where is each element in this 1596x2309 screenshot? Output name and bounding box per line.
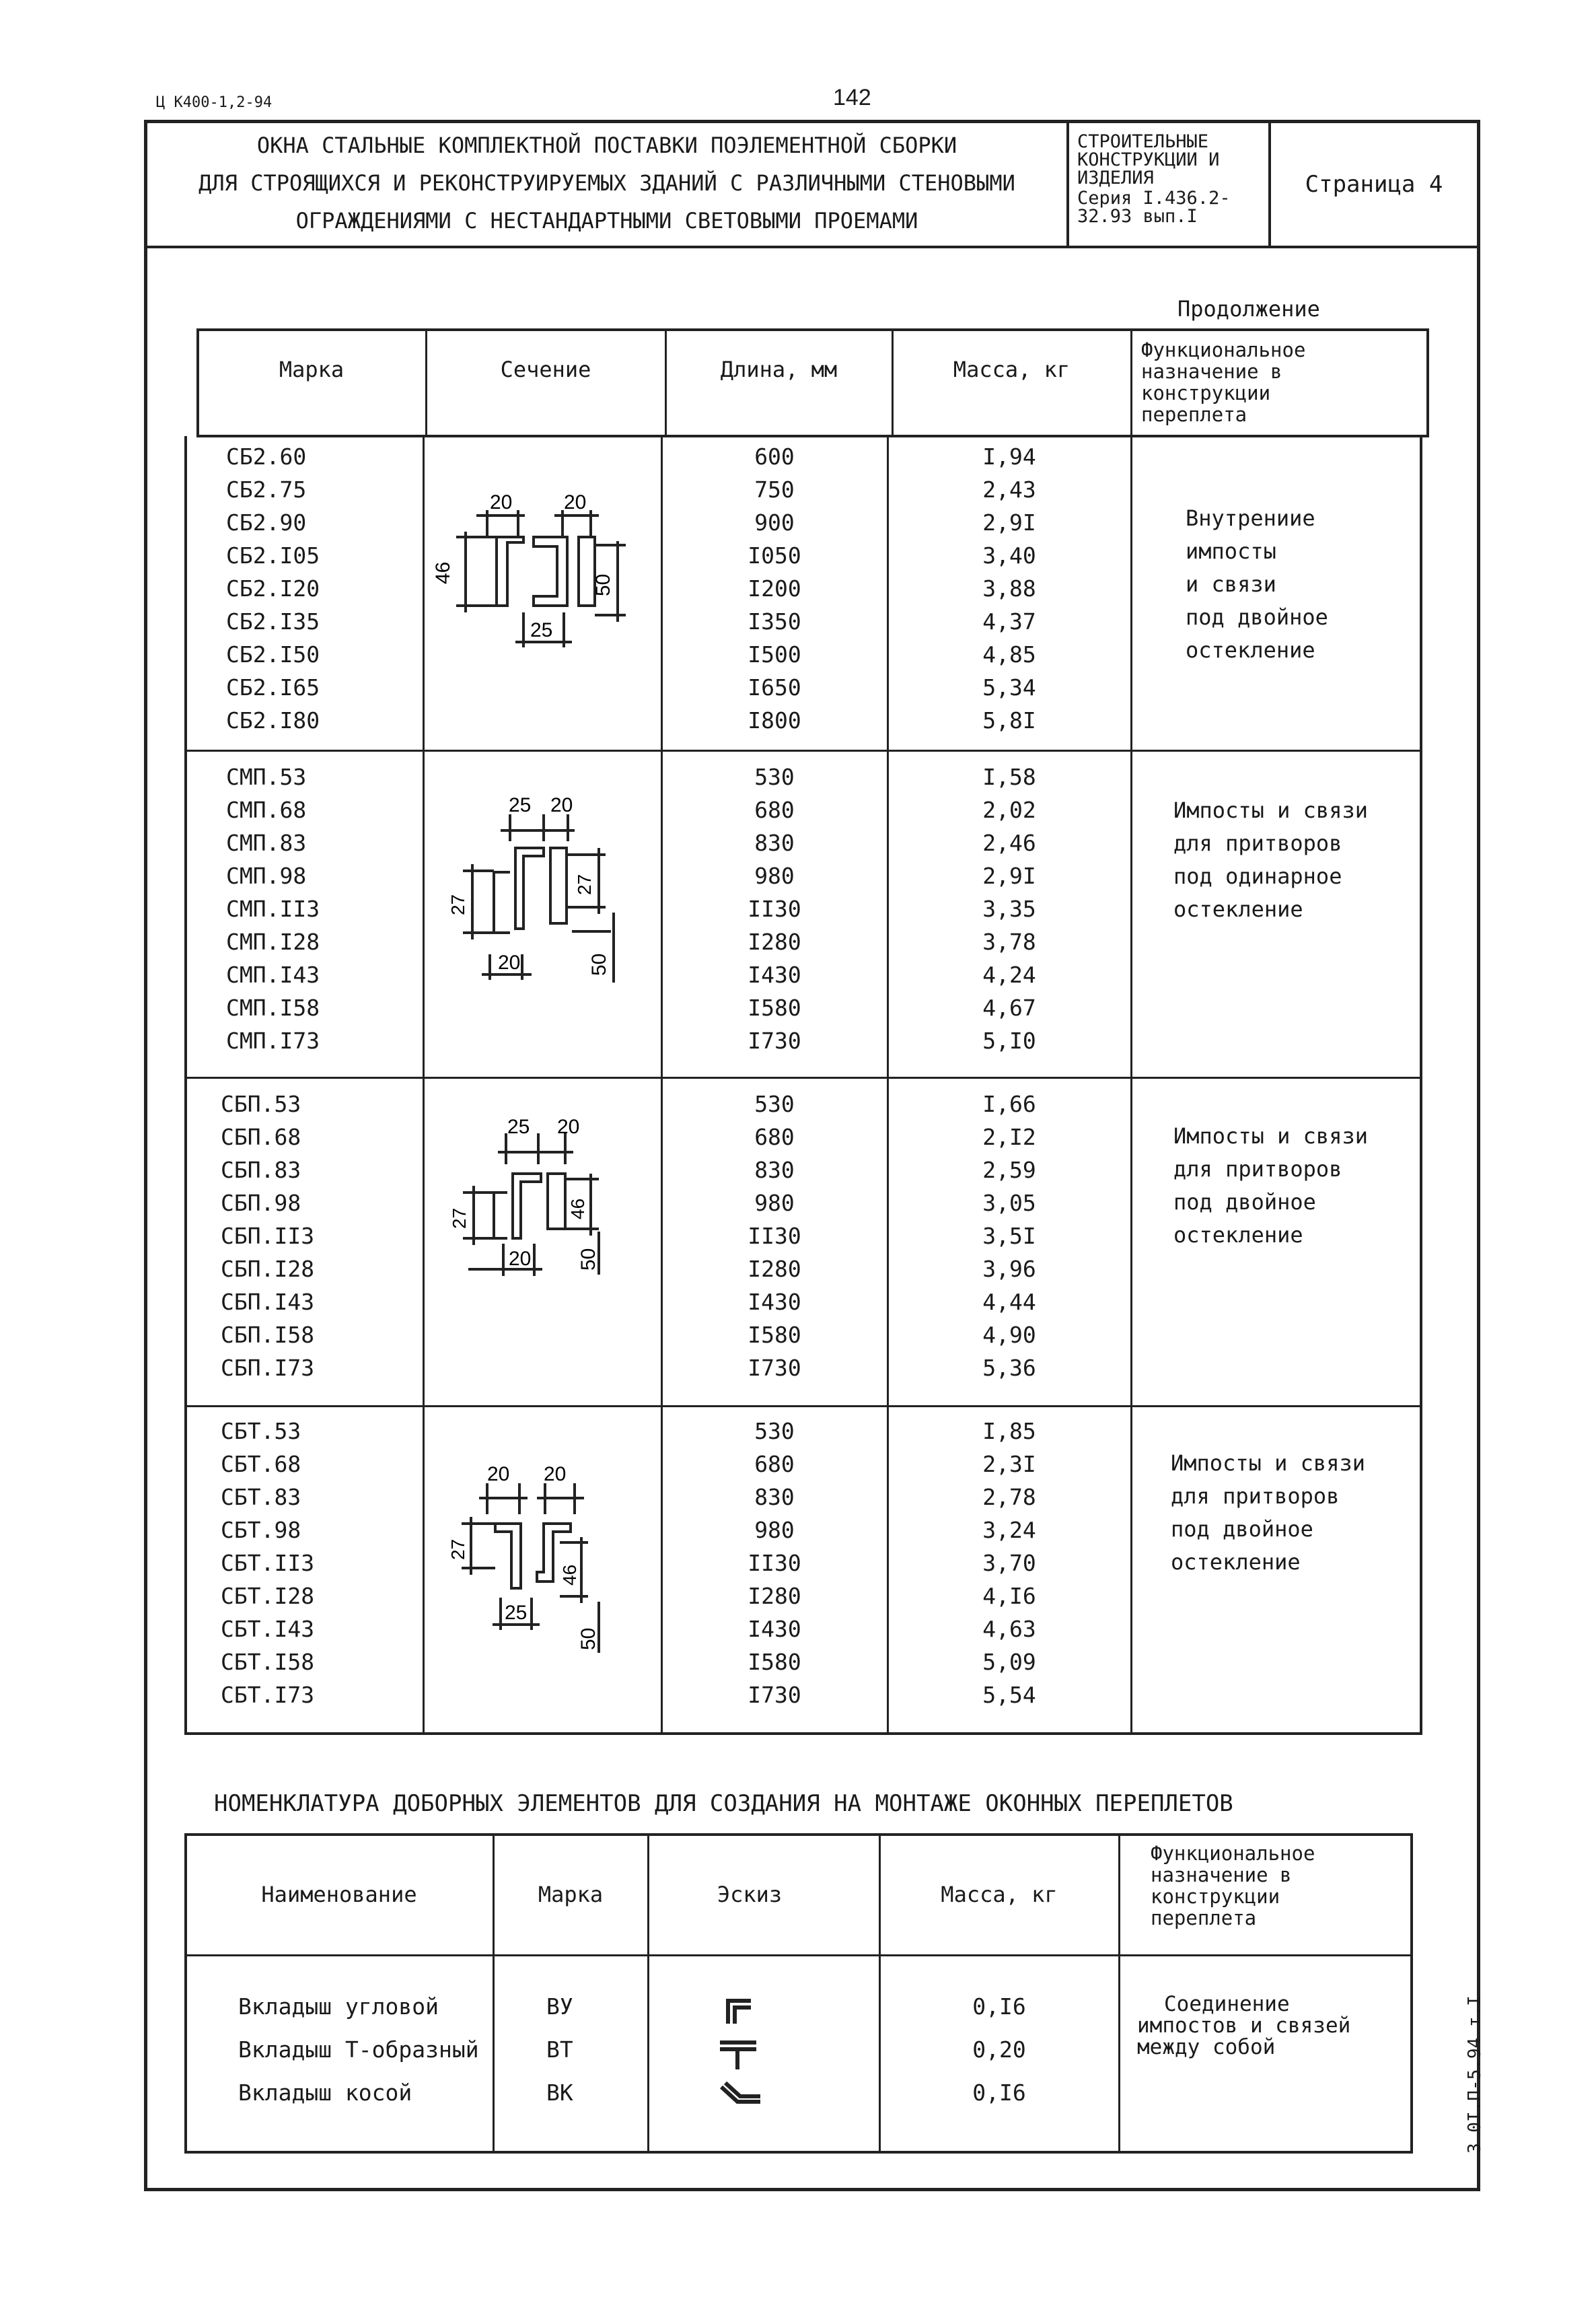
function-line: под двойное: [1173, 1189, 1316, 1215]
continuation-label: Продолжение: [1177, 296, 1320, 322]
length: 980: [754, 1190, 795, 1216]
t-insert-icon: [720, 2042, 756, 2069]
length: 530: [754, 1091, 795, 1117]
mark: СБП.I73: [221, 1355, 315, 1381]
dim-label: 46: [567, 1198, 588, 1219]
function-line: Импосты и связи: [1171, 1450, 1365, 1476]
mark: СБП.II3: [221, 1223, 315, 1249]
mark: СБП.83: [221, 1157, 301, 1183]
length: II30: [748, 1223, 801, 1249]
mass: 3,5I: [982, 1223, 1036, 1249]
mass: 5,54: [982, 1682, 1036, 1708]
header-function-line: переплета: [1151, 1907, 1257, 1929]
mark: СБ2.I05: [226, 542, 320, 569]
series-line: СТРОИТЕЛЬНЫЕ: [1077, 131, 1209, 152]
mark: СБТ.53: [221, 1418, 301, 1444]
length: I650: [748, 674, 801, 701]
mark: СБТ.83: [221, 1484, 301, 1510]
document-title: [147, 123, 1069, 248]
length: II30: [748, 1550, 801, 1576]
length: 980: [754, 863, 795, 889]
dim-label: 50: [577, 1627, 600, 1650]
mark: СМП.68: [226, 797, 307, 823]
nomen-name: Вкладыш Т-образный: [238, 2036, 479, 2063]
series-block: [1069, 123, 1271, 248]
dim-label: 46: [432, 561, 454, 584]
mark: СБ2.75: [226, 476, 307, 503]
function-line: импостов и связей: [1137, 2014, 1351, 2038]
mass: I,66: [982, 1091, 1036, 1117]
mass: 4,44: [982, 1289, 1036, 1315]
dim-label: 50: [588, 953, 610, 976]
dim-label: 20: [557, 1116, 580, 1138]
mass: 5,I0: [982, 1028, 1036, 1054]
nomen-sketches: [713, 1989, 781, 2123]
side-code: 3 0I.П-5.94 т.I: [1465, 1995, 1485, 2154]
document-code: Ц К400-1,2-94: [156, 94, 273, 111]
mass: 3,78: [982, 929, 1036, 955]
nomen-mark: ВТ: [546, 2036, 573, 2063]
nomen-function-text: [1137, 1993, 1350, 2058]
length: 680: [754, 1451, 795, 1477]
mark: СБТ.II3: [221, 1550, 315, 1576]
length-column: [662, 440, 887, 737]
dim-label: 50: [592, 573, 614, 596]
mass: I,94: [982, 443, 1036, 470]
length: I350: [748, 608, 801, 635]
mass: 2,46: [982, 830, 1036, 856]
function-line: Импосты и связи: [1173, 797, 1368, 823]
mark: СМП.I58: [226, 995, 320, 1021]
length: I730: [748, 1028, 801, 1054]
mark: СБП.I28: [221, 1256, 315, 1282]
title-line: ДЛЯ СТРОЯЩИХСЯ И РЕКОНСТРУИРУЕМЫХ ЗДАНИЙ С РАЗЛИЧНЫМИ СТЕНОВЫМИ: [198, 170, 1015, 196]
function-text: [1173, 794, 1368, 926]
length-column: [662, 1415, 887, 1711]
mark: СМП.I43: [226, 962, 320, 988]
mass: 5,8I: [982, 707, 1036, 734]
mass: 4,90: [982, 1322, 1036, 1348]
dim-label: 20: [509, 1248, 532, 1270]
mass: 4,37: [982, 608, 1036, 635]
title-line: ОГРАЖДЕНИЯМИ С НЕСТАНДАРТНЫМИ СВЕТОВЫМИ ПРОЕМАМИ: [295, 208, 918, 234]
mark-column: [221, 1415, 314, 1711]
dim-label: 20: [550, 794, 573, 816]
mark: СМП.53: [226, 764, 307, 790]
header-section: Сечение: [500, 357, 591, 382]
mass: 2,78: [982, 1484, 1036, 1510]
mass: 3,24: [982, 1517, 1036, 1543]
dim-label: 25: [509, 794, 532, 816]
nomen-mark-column: [546, 1985, 573, 2115]
mass: 2,I2: [982, 1124, 1036, 1150]
mass: 2,9I: [982, 509, 1036, 536]
function-line: Внутрениие: [1186, 505, 1315, 531]
header-function-line: назначение в: [1151, 1863, 1292, 1886]
mass: 5,34: [982, 674, 1036, 701]
nomen-header-function: [1151, 1843, 1315, 1929]
mark: СБ2.I35: [226, 608, 320, 635]
nomen-name: Вкладыш угловой: [238, 1993, 439, 2020]
dim-label: 20: [544, 1463, 567, 1485]
mark: СБП.98: [221, 1190, 301, 1216]
length: I430: [748, 1616, 801, 1642]
mass: 4,I6: [982, 1583, 1036, 1609]
nomen-mass-column: [880, 1985, 1118, 2115]
mark: СМП.83: [226, 830, 307, 856]
corner-insert-icon: [728, 2001, 751, 2024]
mark: СБТ.98: [221, 1517, 301, 1543]
mass: 5,36: [982, 1355, 1036, 1381]
length: I430: [748, 962, 801, 988]
mark: СБП.53: [221, 1091, 301, 1117]
mark: СБТ.I73: [221, 1682, 315, 1708]
page-label-text: Страница 4: [1305, 171, 1443, 198]
function-line: для притворов: [1173, 1156, 1342, 1182]
mark: СБТ.I43: [221, 1616, 315, 1642]
length: I580: [748, 995, 801, 1021]
mark: СБТ.I28: [221, 1583, 315, 1609]
mark: СМП.I73: [226, 1028, 320, 1054]
title-line: ОКНА СТАЛЬНЫЕ КОМПЛЕКТНОЙ ПОСТАВКИ ПОЭЛЕМЕНТНОЙ СБОРКИ: [256, 133, 957, 158]
function-line: под двойное: [1171, 1516, 1313, 1542]
function-text: [1173, 1120, 1368, 1252]
section-sketch-sbt: [423, 1454, 661, 1669]
header-function-line: переплета: [1141, 403, 1247, 426]
mark: СБ2.I65: [226, 674, 320, 701]
length: 680: [754, 1124, 795, 1150]
mass: 4,67: [982, 995, 1036, 1021]
header-length: Длина, мм: [720, 357, 838, 382]
series-line: 32.93 вып.I: [1077, 206, 1198, 227]
dim-label: 46: [559, 1564, 580, 1586]
page-number: 142: [833, 85, 871, 110]
header-mark: Марка: [279, 357, 344, 382]
dim-label: 20: [564, 491, 587, 513]
function-line: Соединение: [1164, 1992, 1290, 2016]
mass-column: [888, 1088, 1130, 1384]
dim-label: 20: [487, 1463, 510, 1485]
nomen-header-mark: Марка: [538, 1882, 604, 1907]
dim-label: 50: [577, 1248, 600, 1271]
mass: 3,88: [982, 575, 1036, 602]
length: I200: [748, 575, 801, 602]
mark: СБ2.90: [226, 509, 307, 536]
function-line: для притворов: [1173, 830, 1342, 856]
mass: 4,85: [982, 641, 1036, 668]
mass: 2,9I: [982, 863, 1036, 889]
dim-label: 25: [530, 619, 553, 641]
page-label: [1271, 123, 1477, 248]
nomen-mass: 0,I6: [972, 1993, 1026, 2020]
function-line: под одинарное: [1173, 863, 1342, 889]
nomen-header-mass: Масса, кг: [941, 1882, 1058, 1907]
mark: СБТ.68: [221, 1451, 301, 1477]
mass: 2,3I: [982, 1451, 1036, 1477]
length: I280: [748, 1583, 801, 1609]
mass: I,85: [982, 1418, 1036, 1444]
mark: СБП.I43: [221, 1289, 315, 1315]
function-line: остекление: [1171, 1549, 1301, 1575]
length-column: [662, 1088, 887, 1384]
mass: 2,59: [982, 1157, 1036, 1183]
mass-column: [888, 440, 1130, 737]
mass: 3,05: [982, 1190, 1036, 1216]
mass: 3,40: [982, 542, 1036, 569]
series-line: ИЗДЕЛИЯ: [1077, 168, 1154, 188]
length: I050: [748, 542, 801, 569]
oblique-insert-icon: [721, 2083, 760, 2102]
mass: I,58: [982, 764, 1036, 790]
mass: 4,63: [982, 1616, 1036, 1642]
mark: СБ2.I80: [226, 707, 320, 734]
header-function-line: конструкции: [1141, 382, 1271, 404]
function-line: остекление: [1173, 1222, 1303, 1248]
mark: СБ2.60: [226, 443, 307, 470]
length: 680: [754, 797, 795, 823]
section-sketch-sb2: [423, 471, 661, 680]
length: 980: [754, 1517, 795, 1543]
length: 750: [754, 476, 795, 503]
header-function-line: назначение в: [1141, 360, 1282, 383]
function-line: и связи: [1186, 571, 1276, 597]
nomenclature-title: НОМЕНКЛАТУРА ДОБОРНЫХ ЭЛЕМЕНТОВ ДЛЯ СОЗДАНИЯ НА МОНТАЖЕ ОКОННЫХ ПЕРЕПЛЕТОВ: [214, 1790, 1233, 1817]
function-line: для притворов: [1171, 1483, 1340, 1509]
function-text: [1186, 502, 1328, 667]
dim-label: 27: [447, 1538, 468, 1560]
length: I430: [748, 1289, 801, 1315]
mass: 3,35: [982, 896, 1036, 922]
nomen-mark: ВУ: [546, 1993, 573, 2020]
header-function-line: конструкции: [1151, 1885, 1280, 1908]
mass-column: [888, 1415, 1130, 1711]
dim-label: 20: [490, 491, 513, 513]
dim-label: 25: [505, 1602, 528, 1624]
length: I580: [748, 1649, 801, 1675]
function-line: Импосты и связи: [1173, 1123, 1368, 1149]
dim-label: 20: [498, 952, 521, 974]
length: I280: [748, 1256, 801, 1282]
section-sketch-sbp: [423, 1104, 661, 1306]
header-function: [1141, 339, 1305, 425]
nomen-mass: 0,I6: [972, 2080, 1026, 2106]
mark: СБ2.I50: [226, 641, 320, 668]
function-line: между собой: [1137, 2035, 1276, 2059]
length: 530: [754, 1418, 795, 1444]
section-sketch-smp: [423, 781, 661, 1009]
length: I730: [748, 1355, 801, 1381]
dim-label: 27: [574, 874, 595, 895]
mass: 3,70: [982, 1550, 1036, 1576]
function-line: под двойное: [1186, 604, 1328, 630]
mark-column: [226, 440, 320, 737]
mass: 5,09: [982, 1649, 1036, 1675]
mark: СМП.II3: [226, 896, 320, 922]
nomen-name-column: [238, 1985, 479, 2115]
length: 900: [754, 509, 795, 536]
mass: 2,43: [982, 476, 1036, 503]
series-line: КОНСТРУКЦИИ И: [1077, 149, 1220, 170]
length: 830: [754, 830, 795, 856]
header-function-line: Функциональное: [1151, 1842, 1315, 1865]
mass-column: [888, 760, 1130, 1057]
mass: 2,02: [982, 797, 1036, 823]
length-column: [662, 760, 887, 1057]
dim-label: 27: [447, 894, 468, 915]
length: I730: [748, 1682, 801, 1708]
length: I580: [748, 1322, 801, 1348]
length: 600: [754, 443, 795, 470]
mass: 4,24: [982, 962, 1036, 988]
mark: СБП.68: [221, 1124, 301, 1150]
header-function-line: Функциональное: [1141, 339, 1306, 361]
mark-column: [226, 760, 320, 1057]
mass: 3,96: [982, 1256, 1036, 1282]
nomen-name: Вкладыш косой: [238, 2080, 412, 2106]
header-mass: Масса, кг: [953, 357, 1071, 382]
function-line: остекление: [1186, 637, 1315, 663]
mark: СБТ.I58: [221, 1649, 315, 1675]
length: I500: [748, 641, 801, 668]
length: 830: [754, 1484, 795, 1510]
series-line: Серия I.436.2-: [1077, 188, 1231, 209]
nomen-mass: 0,20: [972, 2036, 1026, 2063]
function-line: импосты: [1186, 538, 1276, 564]
length: I280: [748, 929, 801, 955]
function-text: [1171, 1447, 1365, 1579]
length: 530: [754, 764, 795, 790]
nomen-header-name: Наименование: [261, 1882, 417, 1907]
length: II30: [748, 896, 801, 922]
nomen-mark: ВК: [546, 2080, 573, 2106]
function-line: остекление: [1173, 896, 1303, 922]
mark: СБ2.I20: [226, 575, 320, 602]
mark: СМП.98: [226, 863, 307, 889]
nomen-header-sketch: Эскиз: [717, 1882, 783, 1907]
mark: СБП.I58: [221, 1322, 315, 1348]
mark-column: [221, 1088, 314, 1384]
dim-label: 25: [507, 1116, 530, 1138]
length: I800: [748, 707, 801, 734]
length: 830: [754, 1157, 795, 1183]
dim-label: 27: [449, 1207, 470, 1229]
mark: СМП.I28: [226, 929, 320, 955]
